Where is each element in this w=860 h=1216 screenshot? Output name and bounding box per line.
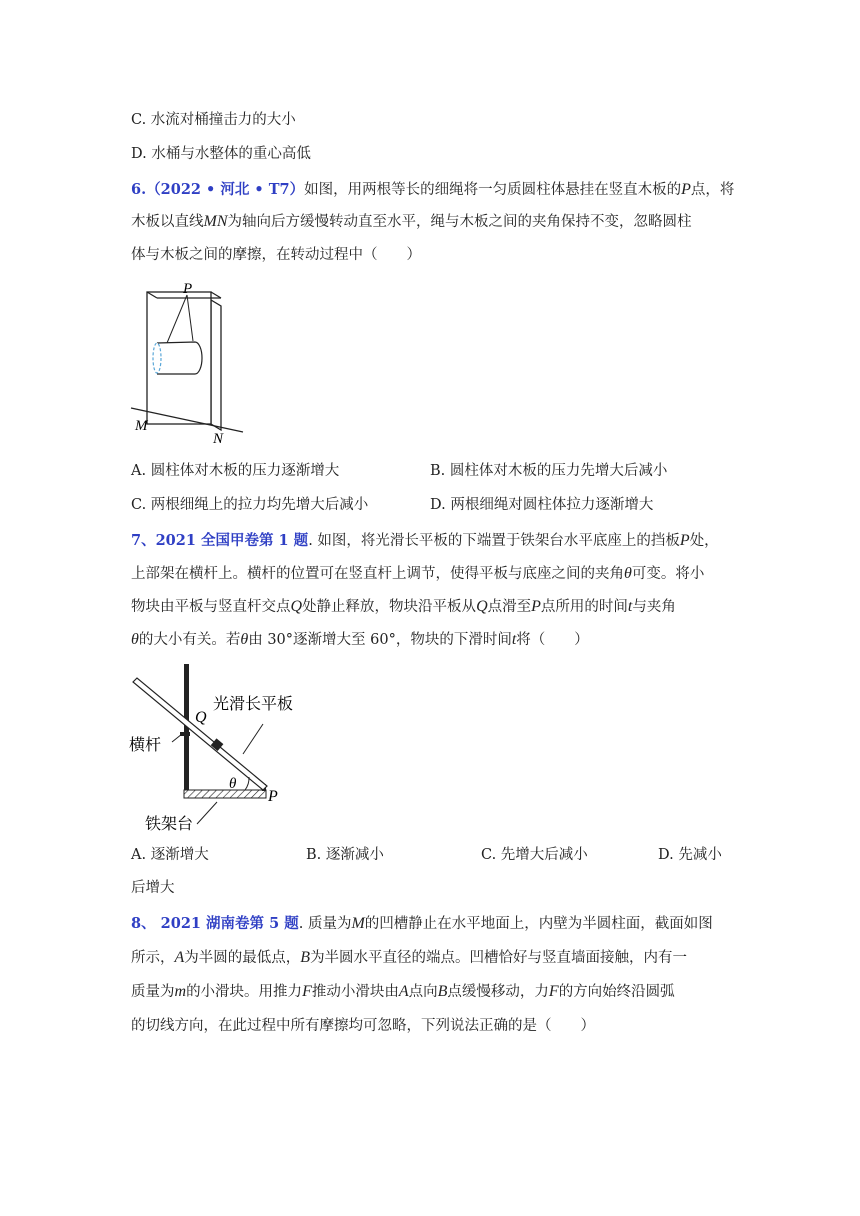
q8-stem-line4: 的切线方向，在此过程中所有摩擦均可忽略，下列说法正确的是（ ） bbox=[131, 1018, 595, 1034]
q7-option-c: C. 先增大后减小 bbox=[481, 847, 588, 863]
q6-stem-line1: 6.（2022 • 河北 • T7）如图，用两根等长的细绳将一匀质圆柱体悬挂在竖直木板的P点，将 bbox=[131, 181, 735, 198]
q6-label-p: P bbox=[183, 281, 193, 297]
q6-figure bbox=[125, 278, 255, 448]
q6-stem-line2: 木板以直线MN为轴向后方缓慢转动直至水平，绳与木板之间的夹角保持不变，忽略圆柱 bbox=[131, 213, 692, 230]
q7-label-bar: 横杆 bbox=[129, 735, 162, 754]
q6-option-c: C. 两根细绳上的拉力均先增大后减小 bbox=[131, 497, 369, 513]
q6-heading: 6.（2022 • 河北 • T7） bbox=[131, 181, 305, 198]
q6-stem-line3: 体与木板之间的摩擦，在转动过程中（ ） bbox=[131, 247, 421, 263]
q7-option-b: B. 逐渐减小 bbox=[306, 847, 384, 863]
q7-stem-line4: θ的大小有关。若θ由 30°逐渐增大至 60°，物块的下滑时间t将（ ） bbox=[131, 631, 589, 648]
q7-label-p: P bbox=[268, 788, 278, 805]
q7-label-stand: 铁架台 bbox=[145, 814, 194, 833]
q7-label-board: 光滑长平板 bbox=[213, 694, 294, 713]
q8-stem-line1: 8、 2021 湖南卷第 5 题. 质量为M的凹槽静止在水平地面上，内壁为半圆柱面，截面如图 bbox=[131, 915, 713, 932]
q6-label-m: M bbox=[135, 418, 148, 434]
q5-option-c: C. 水流对桶撞击力的大小 bbox=[131, 112, 296, 128]
q7-option-d-wrap: 后增大 bbox=[131, 880, 175, 896]
q6-option-d: D. 两根细绳对圆柱体拉力逐渐增大 bbox=[430, 497, 654, 513]
q7-label-theta: θ bbox=[229, 776, 237, 792]
q6-option-b: B. 圆柱体对木板的压力先增大后减小 bbox=[430, 463, 668, 479]
q7-label-q: Q bbox=[195, 709, 207, 726]
q7-heading: 7、2021 全国甲卷第 1 题 bbox=[131, 532, 309, 549]
q5-option-d: D. 水桶与水整体的重心高低 bbox=[131, 146, 311, 162]
q7-option-d: D. 先减小 bbox=[658, 847, 722, 863]
q7-option-a: A. 逐渐增大 bbox=[131, 847, 209, 863]
q7-stem-line1: 7、2021 全国甲卷第 1 题. 如图，将光滑长平板的下端置于铁架台水平底座上的挡板P处， bbox=[131, 532, 719, 549]
q8-stem-line3: 质量为m的小滑块。用推力F推动小滑块由A点向B点缓慢移动，力F的方向始终沿圆弧 bbox=[131, 983, 675, 1000]
q8-stem-line2: 所示，A为半圆的最低点，B为半圆水平直径的端点。凹槽恰好与竖直墙面接触，内有一 bbox=[131, 949, 688, 966]
q7-figure bbox=[125, 662, 315, 837]
q6-option-a: A. 圆柱体对木板的压力逐渐增大 bbox=[131, 463, 340, 479]
q8-heading: 8、 2021 湖南卷第 5 题 bbox=[131, 915, 299, 932]
q7-stem-line3: 物块由平板与竖直杆交点Q处静止释放，物块沿平板从Q点滑至P点所用的时间t与夹角 bbox=[131, 598, 676, 615]
q7-stem-line2: 上部架在横杆上。横杆的位置可在竖直杆上调节，使得平板与底座之间的夹角θ可变。将小 bbox=[131, 565, 705, 582]
q6-label-n: N bbox=[213, 431, 224, 447]
